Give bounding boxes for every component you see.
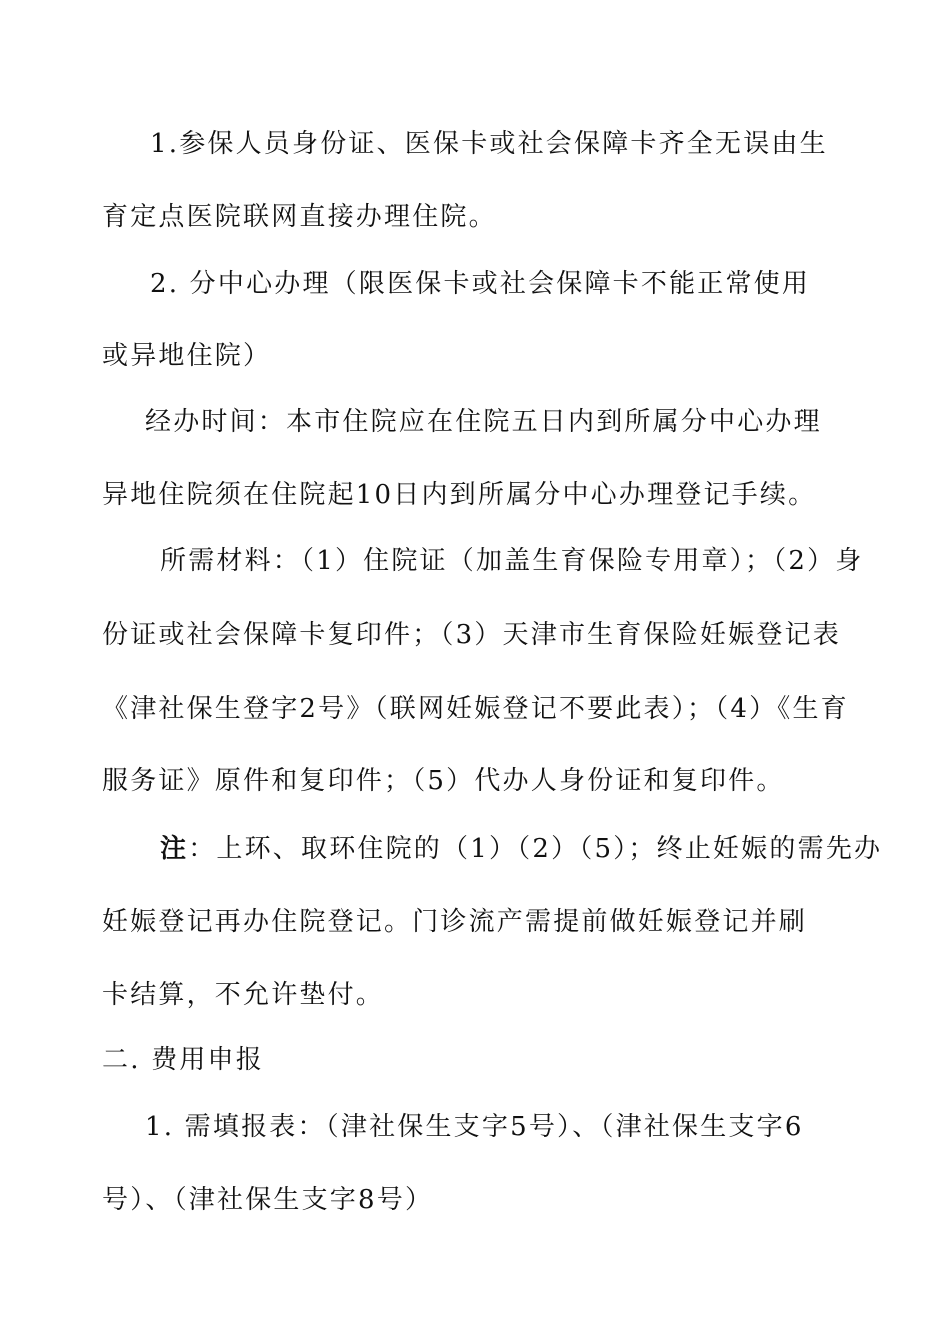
- text-line-6: 异地住院须在住院起10日内到所属分中心办理登记手续。: [102, 480, 817, 510]
- text-line-9: 《津社保生登字2号》（联网妊娠登记不要此表）；（4）《生育: [102, 694, 849, 724]
- text-line-15: 1. 需填报表：（津社保生支字5号）、（津社保生支字6: [145, 1112, 804, 1142]
- text-line-3: 2. 分中心办理（限医保卡或社会保障卡不能正常使用: [150, 269, 811, 299]
- text-line-1: 1.参保人员身份证、医保卡或社会保障卡齐全无误由生: [150, 129, 828, 159]
- text-line-4: 或异地住院）: [102, 341, 272, 371]
- text-line-16: 号）、（津社保生支字8号）: [102, 1185, 434, 1215]
- text-line-7: 所需材料：（1）住院证（加盖生育保险专用章）；（2）身: [160, 546, 864, 576]
- text-line-13: 卡结算，不允许垫付。: [102, 980, 385, 1010]
- note-text: ：上环、取环住院的（1）（2）（5）；终止妊娠的需先办: [188, 834, 883, 864]
- text-line-11: [160, 832, 883, 866]
- text-line-2: 育定点医院联网直接办理住院。: [102, 202, 497, 232]
- text-line-5: 经办时间：本市住院应在住院五日内到所属分中心办理: [145, 407, 822, 437]
- section-heading-fee-declaration: 二. 费用申报: [102, 1045, 264, 1075]
- text-line-8: 份证或社会保障卡复印件；（3）天津市生育保险妊娠登记表: [102, 620, 841, 650]
- note-label: 注: [160, 834, 189, 864]
- text-line-12: 妊娠登记再办住院登记。门诊流产需提前做妊娠登记并刷: [102, 907, 808, 937]
- text-line-10: 服务证》原件和复印件；（5）代办人身份证和复印件。: [102, 766, 785, 796]
